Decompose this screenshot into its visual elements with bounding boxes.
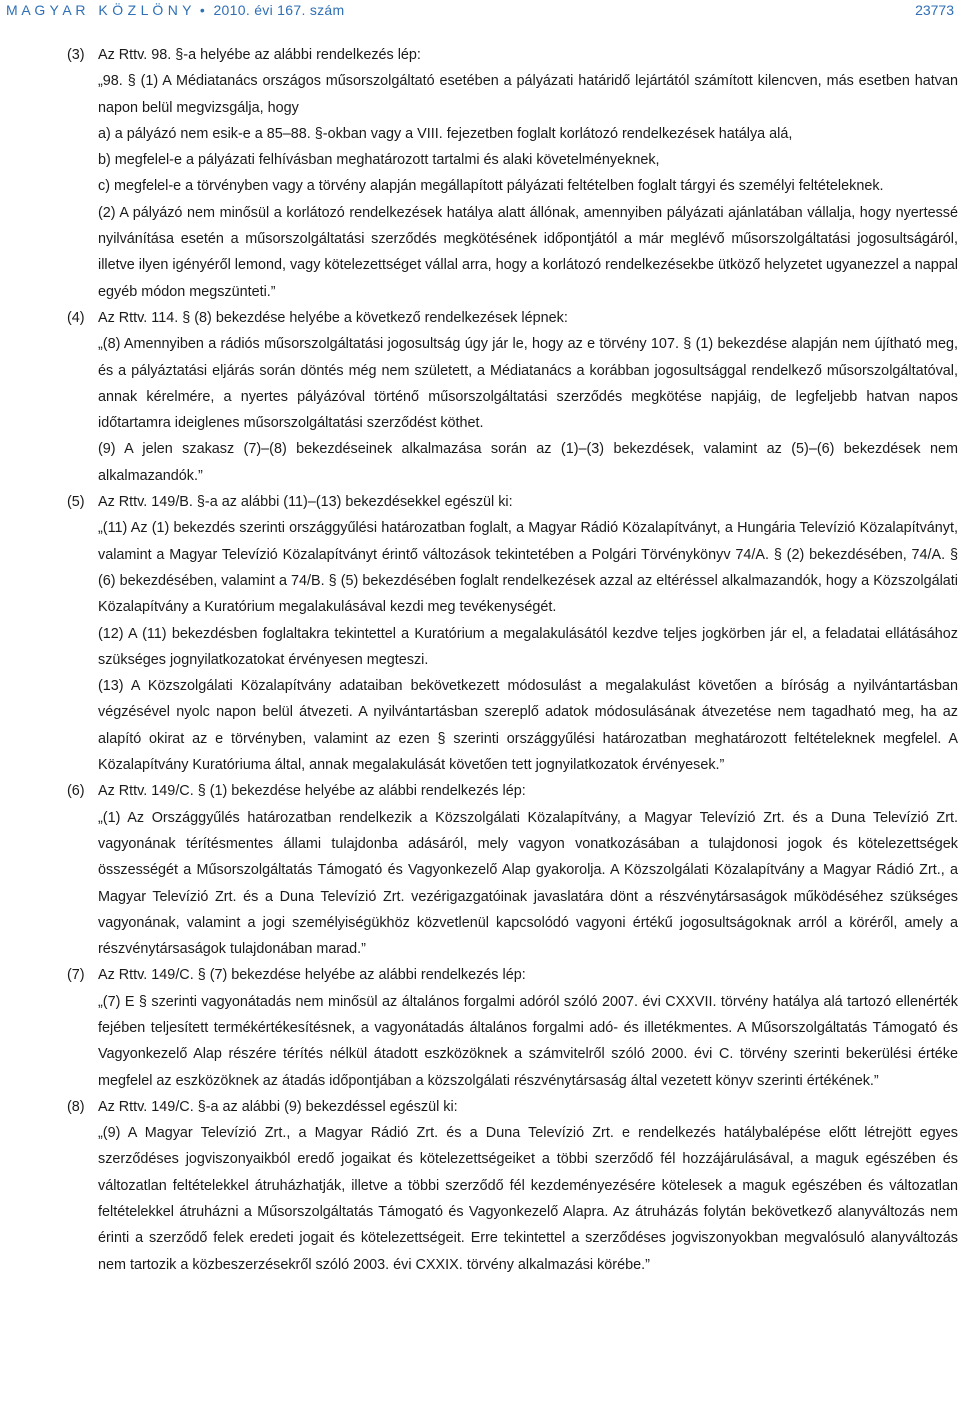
item-number: (7) bbox=[67, 967, 85, 984]
item-intro: Az Rttv. 98. §-a helyébe az alábbi rendelkezés lép: bbox=[98, 47, 421, 63]
amendment-item bbox=[0, 305, 960, 489]
amendment-item bbox=[0, 489, 960, 778]
item-intro: Az Rttv. 149/B. §-a az alábbi (11)–(13) bekezdésekkel egészül ki: bbox=[98, 494, 513, 511]
item-intro: Az Rttv. 149/C. § (7) bekezdése helyébe az alábbi rendelkezés lép: bbox=[98, 967, 526, 984]
paragraph: c) megfelel-e a törvényben vagy a törvény alapján megállapított pályázati feltételben foglalt tárgyi és személyi feltételeknek. bbox=[98, 178, 884, 195]
paragraph: b) megfelel-e a pályázati felhívásban meghatározott tartalmi és alaki követelményeknek, bbox=[98, 152, 660, 169]
paragraph: „(7) E § szerinti vagyonátadás nem minősül az általános forgalmi adóról szóló 2007. évi CXXVII. törvény hatálya alá tartozó ellenérték fejében teljesített termékértékesítésnek, a vagyonátadás általános forgalmi adó- és illetékmentes. A Műsorszolgáltatás Támogató és Vagyonkezelő Alap részére térítés nélkül átadott eszközöknek a számvitelről szóló 2000. évi C. törvény szerinti bekerülési értéke megfelel az eszközöknek az átadás időpontjában a közszolgálati részvénytársaság által vezetett könyv szerinti értékének.” bbox=[98, 993, 958, 1089]
paragraph: „(11) Az (1) bekezdés szerinti országgyűlési határozatban foglalt, a Magyar Rádió Közalapítványt, a Hungária Televízió Közalapítványt, valamint a Magyar Televízió Közalapítványt érintő változások tekintetében a Polgári Törvénykönyv 74/A. § (2) bekezdésében, 74/A. § (6) bekezdésében, valamint a 74/B. § (5) bekezdésében foglalt rendelkezések azzal az eltéréssel alkalmazandók, hogy a Közszolgálati Közalapítvány a Kuratórium megalakulásával kezdi meg tevékenységét. bbox=[98, 520, 958, 616]
running-header bbox=[0, 0, 960, 26]
item-number: (8) bbox=[67, 1098, 85, 1115]
paragraph: (2) A pályázó nem minősül a korlátozó rendelkezések hatálya alatt állónak, amennyiben pályázati ajánlatában vállalja, hogy nyertessé nyilvánítása esetén a műsorszolgáltatási szerződés megkötésének időpontjától a már meglévő műsorszolgáltatási jogosultságáról, illetve ilyen igényéről lemond, vagy kötelezettséget vállal arra, hogy a korlátozó rendelkezésekbe ütköző helyzetet ugyanezzel a nappal egyéb módon megszünteti.” bbox=[98, 204, 958, 300]
paragraph: „98. § (1) A Médiatanács országos műsorszolgáltató esetében a pályázati határidő lejártától számított kilencven, más esetben hatvan napon belül megvizsgálja, hogy bbox=[98, 73, 958, 116]
paragraph: „(8) Amennyiben a rádiós műsorszolgáltatási jogosultság úgy jár le, hogy az e törvény 107. § (1) bekezdése alapján nem újítható meg, és a pályáztatási eljárás során döntés még nem született, a Médiatanács a korábban jogosultsággal rendelkező műsorszolgáltatóval, annak kérelmére, a nyertes pályázóval történő műsorszolgáltatási szerződés megkötése napjáig, de legfeljebb hatvan napos időtartamra ideiglenes műsorszolgáltatási szerződést köthet. bbox=[98, 336, 958, 432]
paragraph: (9) A jelen szakasz (7)–(8) bekezdéseinek alkalmazása során az (1)–(3) bekezdések, valamint az (5)–(6) bekezdések nem alkalmazandók.” bbox=[98, 441, 958, 484]
amendment-item bbox=[0, 962, 960, 1093]
paragraph: (12) A (11) bekezdésben foglaltakra tekintettel a Kuratórium a megalakulásától kezdve teljes jogkörben jár el, a feladatai ellátásához szükséges jognyilatkozatokat érvényesen megteszi. bbox=[98, 625, 958, 668]
page-number: 23773 bbox=[915, 2, 954, 18]
paragraph: a) a pályázó nem esik-e a 85–88. §-okban vagy a VIII. fejezetben foglalt korlátozó rendelkezések hatálya alá, bbox=[98, 125, 793, 142]
item-number: (5) bbox=[67, 494, 85, 511]
document-body bbox=[0, 42, 960, 1278]
item-number: (3) bbox=[67, 47, 85, 63]
amendment-item bbox=[0, 1094, 960, 1278]
paragraph: „(9) A Magyar Televízió Zrt., a Magyar Rádió Zrt. és a Duna Televízió Zrt. e rendelkezés hatálybalépése előtt létrejött egyes szerződéses jogviszonyaikból eredő jogaikat és kötelezettségeiket a többi szerződő fél hozzájárulásával, a maguk egészében és változatlan feltételekkel átruházhatják, illetve a többi szerződő fél kezdeményezésére kötelesek a maguk egészében és változatlan feltételekkel átruházni a Műsorszolgáltatás Támogató és Vagyonkezelő Alapra. Az átruházás folytán bekövetkező alanyváltozás nem érinti a szerződő felek eredeti jogait és kötelezettségeit. Erre tekintettel a szerződéses jogviszonyokban megvalósuló alanyváltozás nem tartozik a közbeszerzésekről szóló 2003. évi CXXIX. törvény alkalmazási körébe.” bbox=[98, 1125, 958, 1273]
amendment-item bbox=[0, 778, 960, 962]
item-intro: Az Rttv. 149/C. § (1) bekezdése helyébe az alábbi rendelkezés lép: bbox=[98, 783, 526, 800]
paragraph: (13) A Közszolgálati Közalapítvány adataiban bekövetkezett módosulást a megalakulást követően a bíróság a nyilvántartásban végzésével nyolc napon belül átvezeti. A nyilvántartásban szereplő adatok módosulásának átvezetése nem tagadható meg, ha az alapító okirat az e törvényben, valamint az ezen § szerinti országgyűlési határozatban meghatározott feltételeknek megfelel. A Közalapítvány Kuratóriuma által, annak megalakulását követően tett jognyilatkozatok érvényesek.” bbox=[98, 678, 958, 774]
item-number: (4) bbox=[67, 309, 85, 326]
item-intro: Az Rttv. 149/C. §-a az alábbi (9) bekezdéssel egészül ki: bbox=[98, 1098, 458, 1115]
item-intro: Az Rttv. 114. § (8) bekezdése helyébe a következő rendelkezések lépnek: bbox=[98, 309, 568, 326]
publication-title: M A G Y A R K Ö Z L Ö N Y • 2010. évi 167. szám bbox=[6, 2, 345, 18]
amendment-item bbox=[0, 42, 960, 305]
paragraph: „(1) Az Országgyűlés határozatban rendelkezik a Közszolgálati Közalapítvány, a Magyar Televízió Zrt. és a Duna Televízió Zrt. vagyonának térítésmentes állami tulajdonba adásáról, mely vagyon vonatkozásában a tulajdonosi jogok és kötelezettségek összességét a Műsorszolgáltatás Támogató és Vagyonkezelő Alap gyakorolja. A Közszolgálati Közalapítvány a Magyar Rádió Zrt., a Magyar Televízió Zrt. és a Duna Televízió Zrt. vezérigazgatóinak javaslatára dönt a részvénytársaságok működéséhez szükséges vagyonának, valamint a jogi személyiségükhöz közvetlenül kapcsolódó vagyoni értékű jogosultságoknak arról a köréről, amely a részvénytársaságok tulajdonában marad.” bbox=[98, 809, 958, 958]
item-number: (6) bbox=[67, 783, 85, 800]
